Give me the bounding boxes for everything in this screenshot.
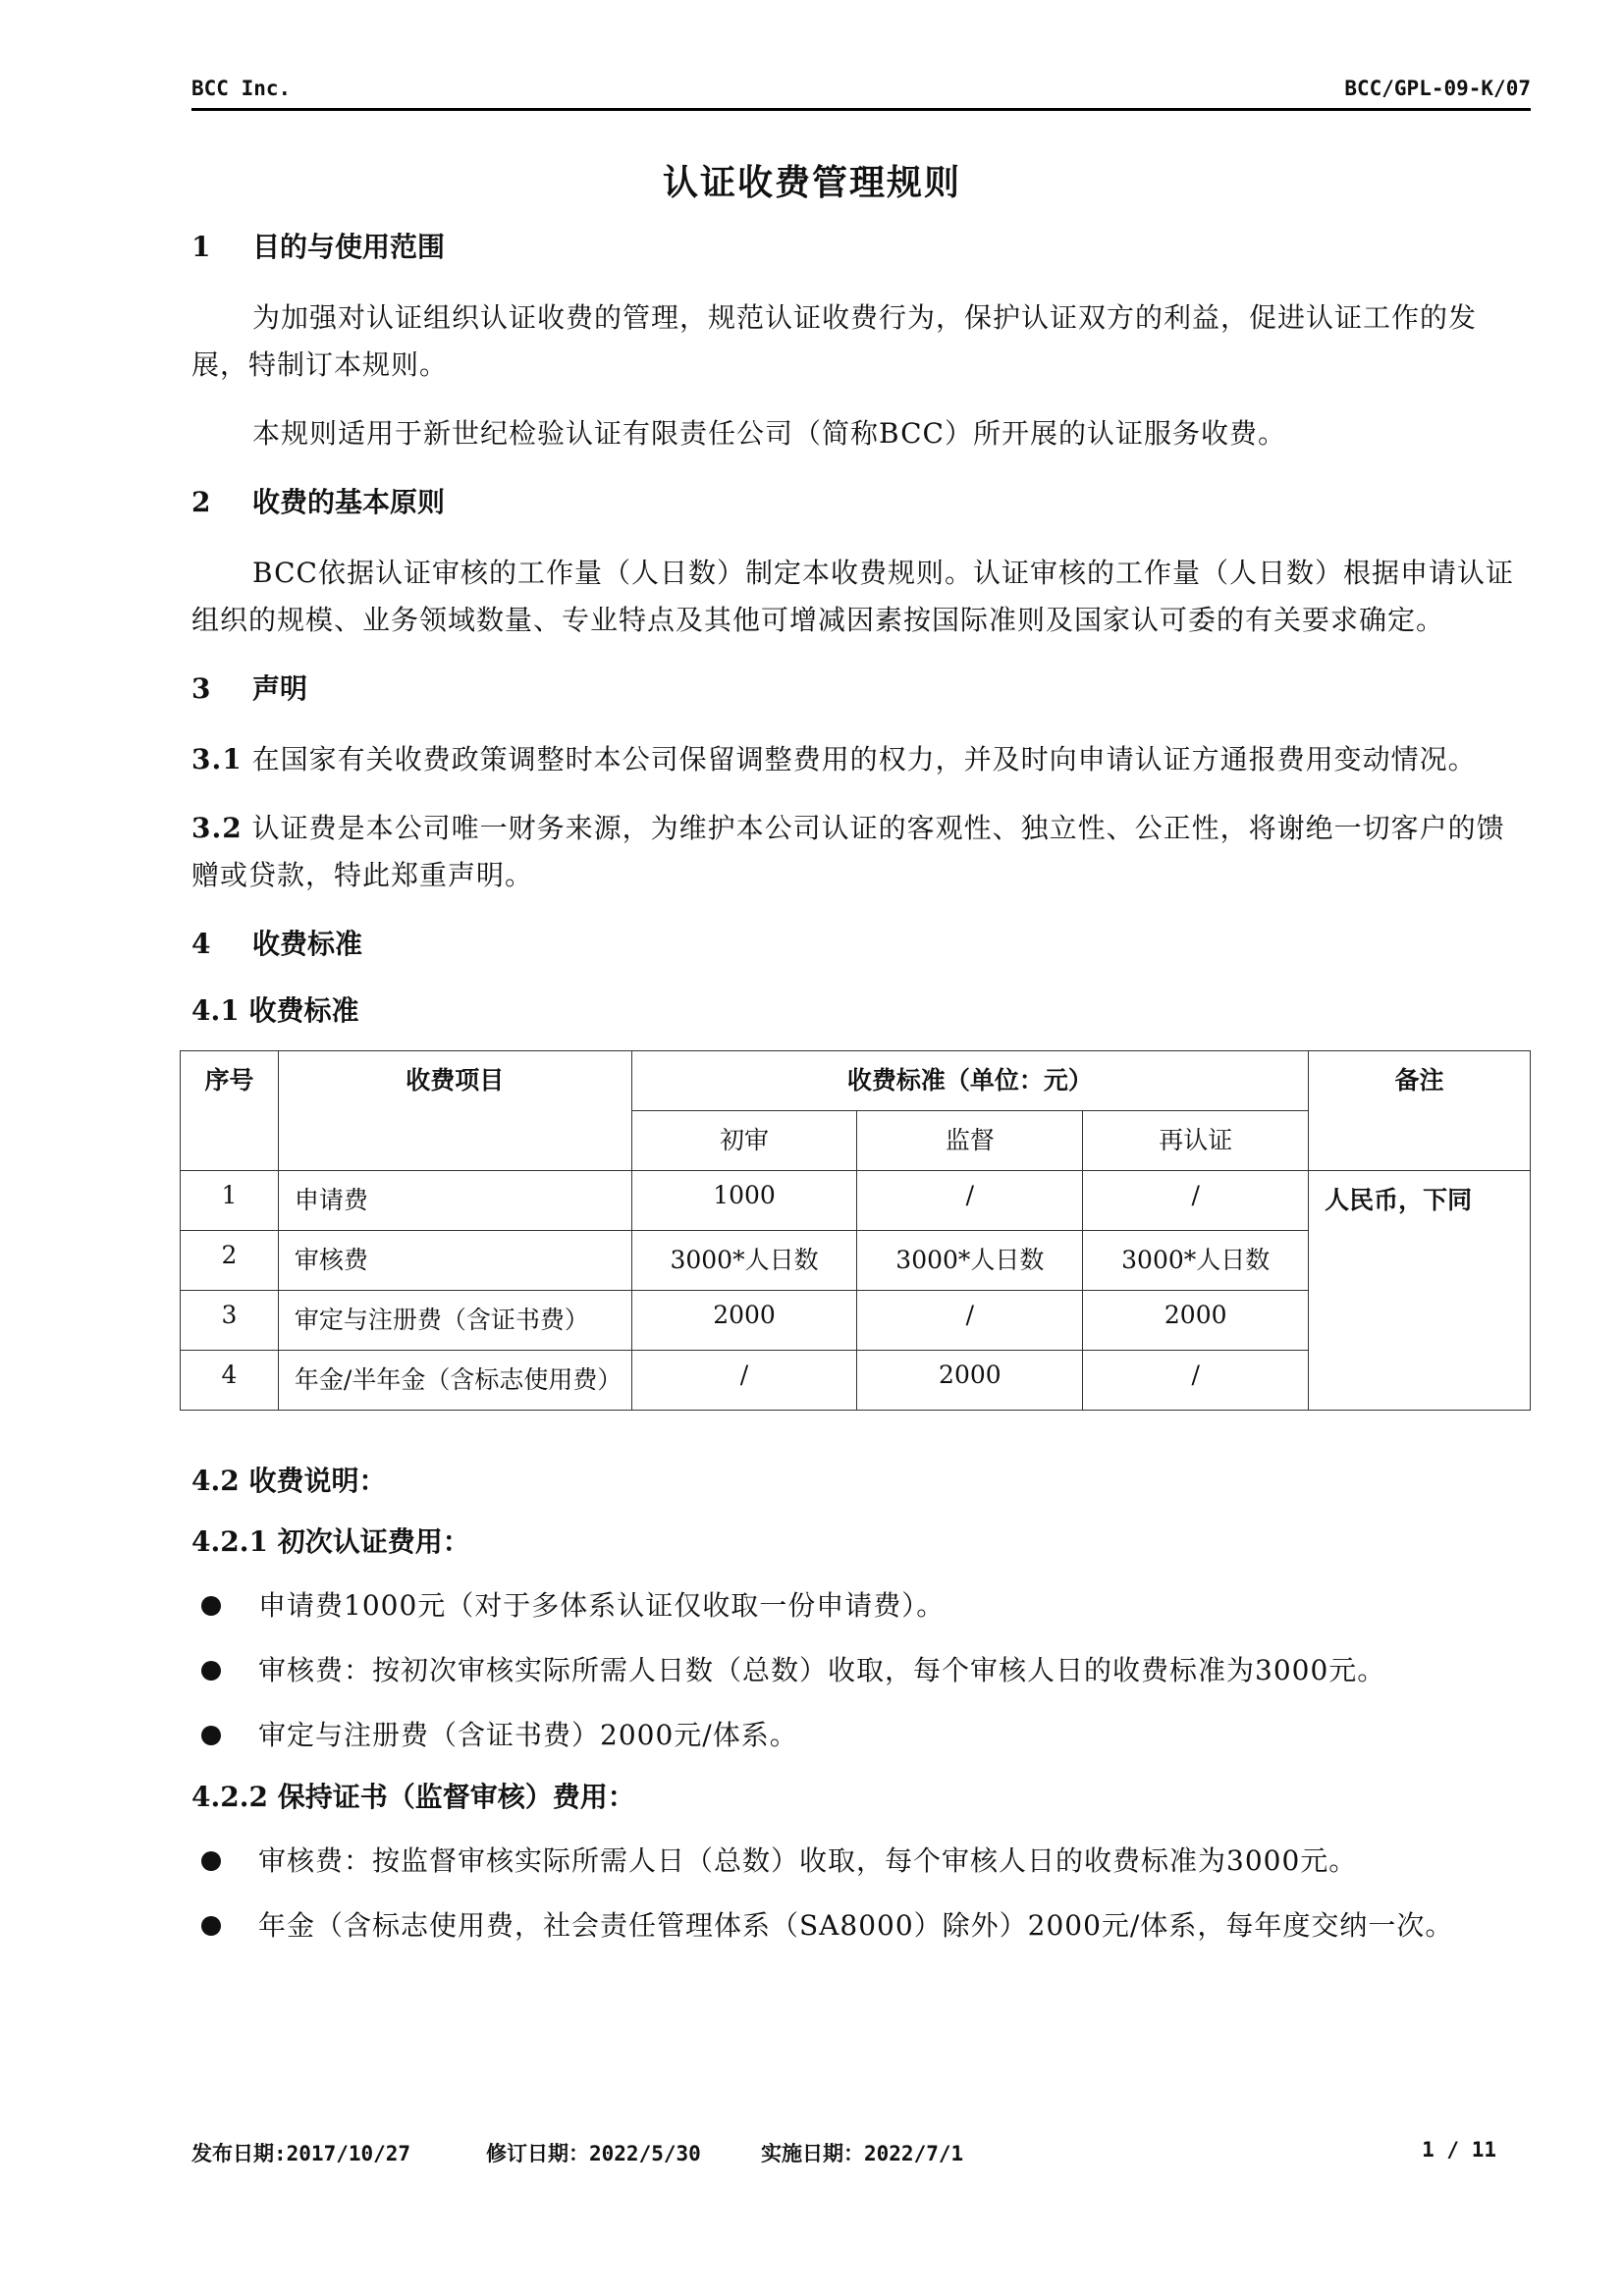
document-code: BCC/GPL-09-K/07 (1344, 77, 1531, 100)
company-name: BCC Inc. (191, 77, 292, 100)
effective-date: 实施日期：2022/7/1 (761, 2142, 964, 2165)
header-item: 收费项目 (278, 1051, 631, 1171)
issue-date: 发布日期:2017/10/27 (191, 2142, 411, 2165)
subheader-surveillance: 监督 (857, 1111, 1083, 1171)
fee-table-header-row (181, 1051, 1531, 1111)
section-1-paragraph-1: 为加强对认证组织认证收费的管理，规范认证收费行为，保护认证双方的利益，促进认证工作的发展，特制订本规则。 (191, 301, 1478, 381)
subheader-initial: 初审 (631, 1111, 857, 1171)
fee-table (180, 1050, 1531, 1411)
header-seq: 序号 (181, 1051, 279, 1171)
section-3-1-paragraph: 3.1 在国家有关收费政策调整时本公司保留调整费用的权力，并及时向申请认证方通报费用变动情况。 (191, 743, 1477, 775)
list-item: 审核费：按初次审核实际所需人日数（总数）收取，每个审核人日的收费标准为3000元。 (191, 1648, 1531, 1693)
list-item: 年金（含标志使用费，社会责任管理体系（SA8000）除外）2000元/体系，每年度交纳一次。 (191, 1903, 1531, 1949)
table-row: 1 申请费 1000 / / 人民币，下同 (181, 1171, 1531, 1231)
table-row: 4 年金/半年金（含标志使用费） / 2000 / (181, 1351, 1531, 1411)
page-number: 1 / 11 (1422, 2138, 1496, 2162)
section-4-2-heading: 4.2 收费说明： (191, 1465, 387, 1497)
list-item: 审核费：按监督审核实际所需人日（总数）收取，每个审核人日的收费标准为3000元。 (191, 1839, 1531, 1884)
page-footer (191, 2138, 1496, 2167)
remark-cell: 人民币，下同 (1309, 1171, 1531, 1411)
section-4-2-2-heading: 4.2.2 保持证书（监督审核）费用： (191, 1781, 635, 1813)
document-title: 认证收费管理规则 (662, 162, 961, 203)
bullet-icon (201, 1661, 221, 1681)
bullet-icon (201, 1916, 221, 1936)
section-4-1-heading: 4.1 收费标准 (191, 994, 359, 1027)
list-item: 审定与注册费（含证书费）2000元/体系。 (191, 1713, 1531, 1758)
section-1-heading: 1 目的与使用范围 (191, 231, 446, 263)
bullet-icon (201, 1596, 221, 1616)
bullet-icon (201, 1851, 221, 1871)
document-body (191, 228, 1531, 1968)
table-row: 3 审定与注册费（含证书费） 2000 / 2000 (181, 1291, 1531, 1351)
header-remark: 备注 (1309, 1051, 1531, 1171)
bullet-icon (201, 1726, 221, 1745)
table-row: 2 审核费 3000*人日数 3000*人日数 3000*人日数 (181, 1231, 1531, 1291)
section-4-heading: 4 收费标准 (191, 928, 363, 960)
section-2-heading: 2 收费的基本原则 (191, 486, 446, 518)
header-standard: 收费标准（单位：元） (631, 1051, 1309, 1111)
subheader-recert: 再认证 (1083, 1111, 1309, 1171)
section-2-paragraph-1: BCC依据认证审核的工作量（人日数）制定本收费规则。认证审核的工作量（人日数）根据申请认证组织的规模、业务领域数量、专业特点及其他可增减因素按国际准则及国家认可委的有关要求确定。 (191, 557, 1514, 636)
section-3-2-paragraph: 3.2 认证费是本公司唯一财务来源，为维护本公司认证的客观性、独立性、公正性，将谢绝一切客户的馈赠或贷款，特此郑重声明。 (191, 812, 1505, 891)
list-item: 申请费1000元（对于多体系认证仅收取一份申请费）。 (191, 1583, 1531, 1629)
section-1-paragraph-2: 本规则适用于新世纪检验认证有限责任公司（简称BCC）所开展的认证服务收费。 (252, 417, 1286, 450)
section-3-heading: 3 声明 (191, 672, 308, 705)
section-4-2-1-heading: 4.2.1 初次认证费用： (191, 1525, 470, 1558)
revision-date: 修订日期：2022/5/30 (486, 2142, 701, 2165)
page-header (191, 77, 1531, 111)
